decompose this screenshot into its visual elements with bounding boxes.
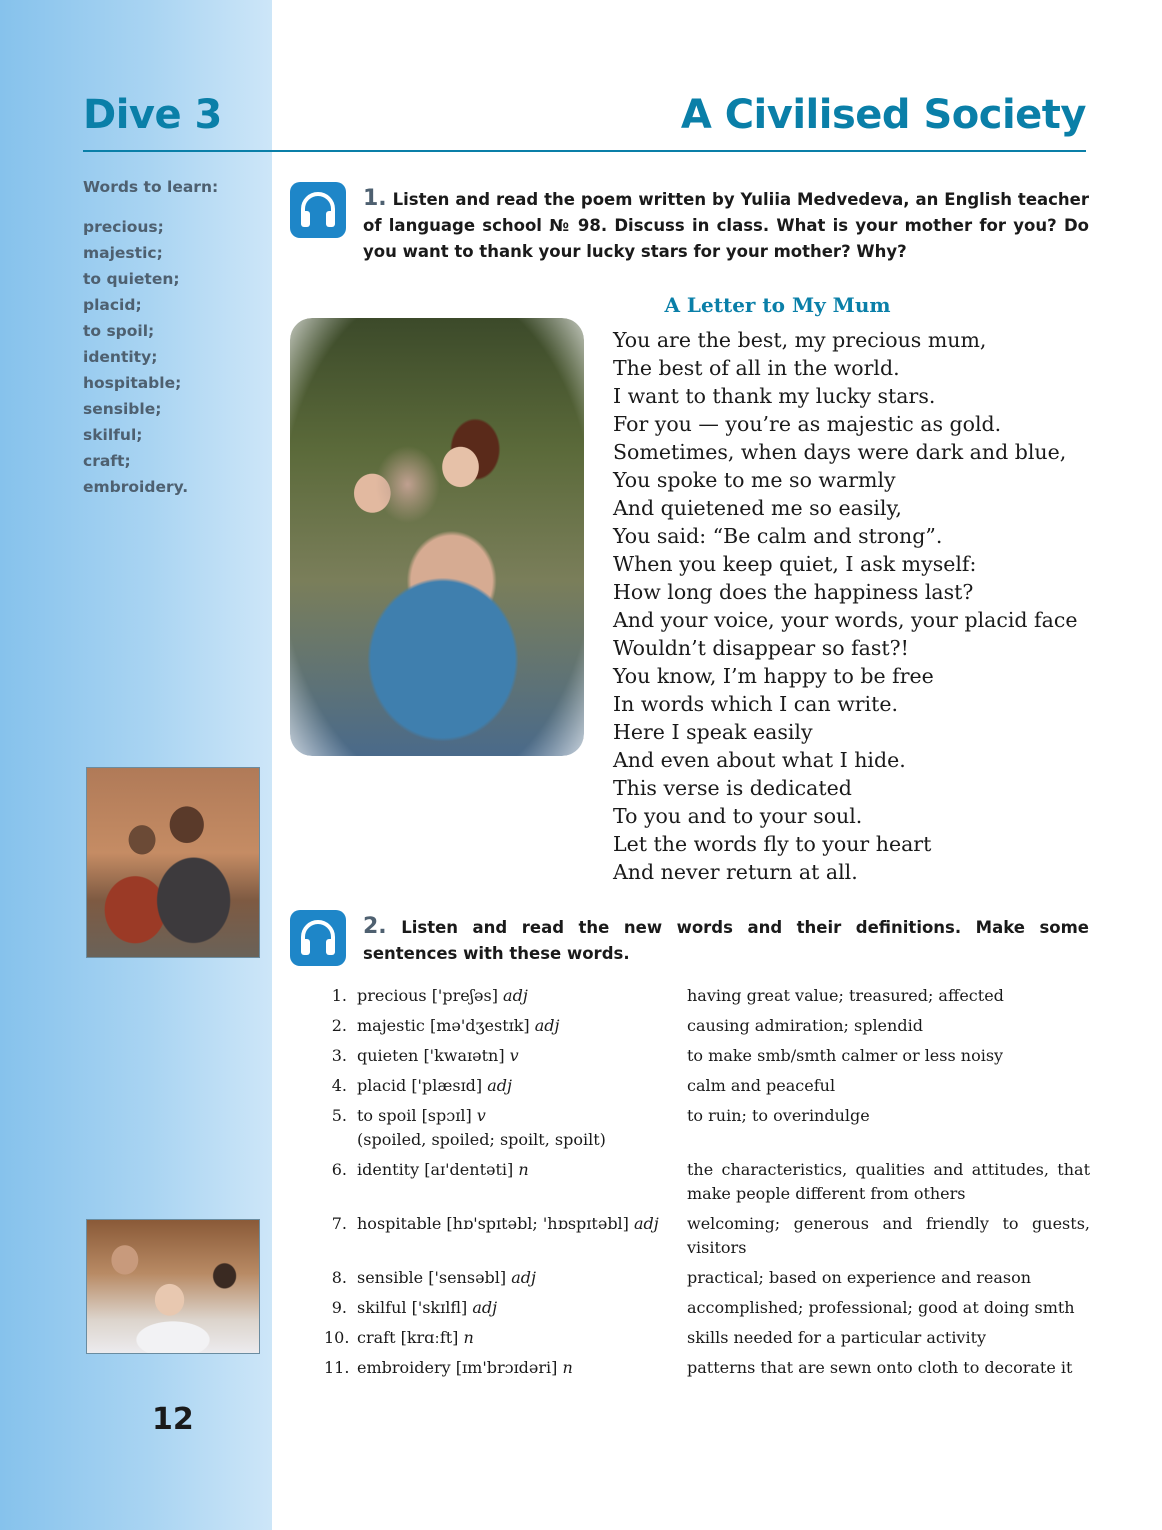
vocab-number: 1. <box>331 986 347 1005</box>
vocab-forms: (spoiled, spoiled; spoilt, spoilt) <box>357 1130 606 1149</box>
vocab-term <box>357 1326 687 1350</box>
poem-title: A Letter to My Mum <box>664 293 891 317</box>
vocab-definition: welcoming; generous and friendly to guests, visitors <box>687 1214 1090 1257</box>
poem-line: And your voice, your words, your placid face <box>613 608 1078 632</box>
vocab-term <box>357 1158 687 1206</box>
vocab-part-of-speech: n <box>463 1328 474 1347</box>
vocab-definition: accomplished; professional; good at doing smth <box>687 1298 1075 1317</box>
vocab-ipa: [hɒ'spɪtəbl; 'hɒspɪtəbl] <box>446 1214 629 1233</box>
photo-family-with-child <box>86 1219 260 1354</box>
vocabulary-row <box>324 984 1090 1008</box>
poem-line: The best of all in the world. <box>613 356 900 380</box>
vocab-term <box>357 1356 687 1380</box>
poem-line: I want to thank my lucky stars. <box>613 384 936 408</box>
poem-line: To you and to your soul. <box>613 804 863 828</box>
page-number: 12 <box>152 1402 194 1437</box>
words-to-learn-list <box>83 214 263 500</box>
vocab-number: 6. <box>331 1160 347 1179</box>
poem-line: You know, I’m happy to be free <box>613 664 934 688</box>
vocab-term <box>357 1104 687 1152</box>
word-item: sensible; <box>83 400 162 418</box>
poem-line: And even about what I hide. <box>613 748 906 772</box>
word-item: hospitable; <box>83 374 182 392</box>
vocabulary-list <box>324 984 1090 1386</box>
word-item: majestic; <box>83 244 163 262</box>
task-1-instructions <box>363 186 1089 265</box>
poem-line: Let the words fly to your heart <box>613 832 932 856</box>
vocab-term <box>357 1074 687 1098</box>
vocab-definition: the characteristics, qualities and attitudes, that make people different from others <box>687 1160 1090 1203</box>
vocabulary-row <box>324 1014 1090 1038</box>
word-item: embroidery. <box>83 478 189 496</box>
vocab-definition: calm and peaceful <box>687 1076 836 1095</box>
poem-text <box>613 326 1077 886</box>
word-item: to spoil; <box>83 322 155 340</box>
poem-line: When you keep quiet, I ask myself: <box>613 552 977 576</box>
vocab-definition: to make smb/smth calmer or less noisy <box>687 1046 1004 1065</box>
vocab-number: 9. <box>331 1298 347 1317</box>
vocab-word: precious <box>357 986 427 1005</box>
vocab-word: skilful <box>357 1298 407 1317</box>
vocabulary-row <box>324 1074 1090 1098</box>
vocab-number: 2. <box>331 1016 347 1035</box>
vocabulary-row <box>324 1104 1090 1152</box>
headphones-icon[interactable] <box>290 182 346 238</box>
vocab-part-of-speech: v <box>509 1046 519 1065</box>
vocab-word: craft <box>357 1328 396 1347</box>
task-2-instructions <box>363 914 1089 967</box>
vocab-part-of-speech: adj <box>634 1214 659 1233</box>
vocab-word: identity <box>357 1160 420 1179</box>
vocab-ipa: [ɪm'brɔɪdəri] <box>455 1358 558 1377</box>
vocab-part-of-speech: n <box>562 1358 573 1377</box>
poem-line: This verse is dedicated <box>613 776 852 800</box>
photo-mother-and-daughter-hugging <box>290 318 584 756</box>
poem-line: For you — you’re as majestic as gold. <box>613 412 1002 436</box>
poem-line: And never return at all. <box>613 860 858 884</box>
vocab-number: 5. <box>331 1106 347 1125</box>
word-item: precious; <box>83 218 164 236</box>
vocab-word: embroidery <box>357 1358 451 1377</box>
vocab-number: 10. <box>324 1328 350 1347</box>
vocab-definition: skills needed for a particular activity <box>687 1328 987 1347</box>
task-number: 2. <box>363 914 387 939</box>
word-item: skilful; <box>83 426 143 444</box>
vocabulary-row <box>324 1158 1090 1206</box>
vocab-word: placid <box>357 1076 407 1095</box>
vocab-part-of-speech: v <box>476 1106 486 1125</box>
vocabulary-row <box>324 1296 1090 1320</box>
vocab-definition: practical; based on experience and reason <box>687 1268 1032 1287</box>
word-item: placid; <box>83 296 142 314</box>
vocab-number: 3. <box>331 1046 347 1065</box>
vocab-term <box>357 1266 687 1290</box>
vocab-part-of-speech: adj <box>472 1298 498 1317</box>
vocab-ipa: ['preʃəs] <box>431 986 498 1005</box>
vocab-term <box>357 1296 687 1320</box>
task-text: Listen and read the poem written by Yuliia Medvedeva, an English teacher of language school № 98. Discuss in class. What is your mother for you? Do you want to thank your lucky stars for your mother? Why? <box>363 190 1090 261</box>
poem-line: In words which I can write. <box>613 692 898 716</box>
vocab-ipa: [spɔɪl] <box>421 1106 472 1125</box>
poem-line: Wouldn’t disappear so fast?! <box>613 636 909 660</box>
poem-line: Here I speak easily <box>613 720 813 744</box>
poem-line: Sometimes, when days were dark and blue, <box>613 440 1067 464</box>
dive-label: Dive 3 <box>83 92 222 138</box>
vocab-number: 8. <box>331 1268 347 1287</box>
words-to-learn-heading: Words to learn: <box>83 178 219 196</box>
vocab-word: hospitable <box>357 1214 442 1233</box>
vocab-ipa: ['kwaɪətn] <box>423 1046 505 1065</box>
vocab-term <box>357 1044 687 1068</box>
vocab-ipa: ['skɪlfl] <box>411 1298 468 1317</box>
vocab-definition: having great value; treasured; affected <box>687 986 1004 1005</box>
task-number: 1. <box>363 186 387 211</box>
vocab-part-of-speech: adj <box>503 986 528 1005</box>
vocab-part-of-speech: adj <box>511 1268 536 1287</box>
vocab-ipa: ['plæsɪd] <box>411 1076 483 1095</box>
vocab-word: quieten <box>357 1046 419 1065</box>
vocab-number: 7. <box>331 1214 347 1233</box>
vocab-ipa: [krɑːft] <box>400 1328 459 1347</box>
photo-mother-daughter-bench <box>86 767 260 958</box>
vocab-ipa: [mə'dʒestɪk] <box>429 1016 530 1035</box>
vocab-definition: patterns that are sewn onto cloth to decorate it <box>687 1358 1073 1377</box>
vocab-definition: to ruin; to overindulge <box>687 1106 870 1125</box>
word-item: identity; <box>83 348 158 366</box>
page-title: A Civilised Society <box>680 92 1086 138</box>
poem-line: You are the best, my precious mum, <box>613 328 987 352</box>
word-item: to quieten; <box>83 270 180 288</box>
vocabulary-row <box>324 1326 1090 1350</box>
words-to-learn <box>83 178 263 500</box>
vocab-ipa: ['sensəbl] <box>428 1268 507 1287</box>
header-divider <box>83 150 1086 152</box>
vocab-definition: causing admiration; splendid <box>687 1016 923 1035</box>
vocab-number: 11. <box>324 1358 350 1377</box>
vocab-term <box>357 1212 687 1260</box>
poem-line: You said: “Be calm and strong”. <box>613 524 943 548</box>
poem-line: How long does the happiness last? <box>613 580 974 604</box>
vocab-word: to spoil <box>357 1106 417 1125</box>
vocabulary-row <box>324 1212 1090 1260</box>
word-item: craft; <box>83 452 131 470</box>
vocab-term <box>357 984 687 1008</box>
vocab-term <box>357 1014 687 1038</box>
vocab-part-of-speech: n <box>518 1160 529 1179</box>
task-text: Listen and read the new words and their definitions. Make some sentences with these words. <box>363 918 1089 963</box>
vocab-part-of-speech: adj <box>487 1076 513 1095</box>
vocabulary-row <box>324 1266 1090 1290</box>
vocab-part-of-speech: adj <box>534 1016 560 1035</box>
vocab-word: sensible <box>357 1268 424 1287</box>
headphones-icon[interactable] <box>290 910 346 966</box>
poem-line: You spoke to me so warmly <box>613 468 896 492</box>
vocab-number: 4. <box>331 1076 347 1095</box>
vocabulary-row <box>324 1356 1090 1380</box>
vocab-ipa: [aɪ'dentəti] <box>424 1160 514 1179</box>
vocab-word: majestic <box>357 1016 425 1035</box>
vocabulary-row <box>324 1044 1090 1068</box>
poem-line: And quietened me so easily, <box>613 496 902 520</box>
